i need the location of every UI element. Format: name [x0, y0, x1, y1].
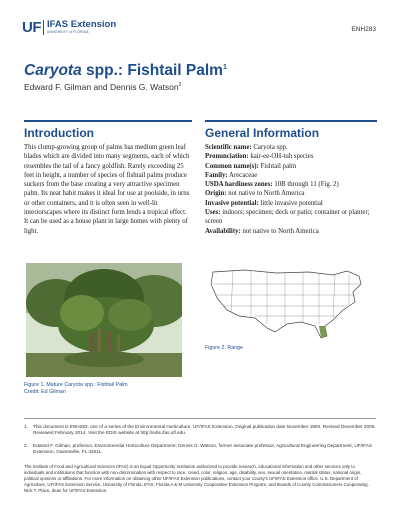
general-info-label: Scientific name: — [205, 144, 252, 151]
general-info-label: Pronunciation: — [205, 153, 249, 161]
footnote-2-number: 2. — [24, 443, 28, 448]
figure1-caption: Figure 1. Mature Caryota spp.: Fishtail Palm — [24, 382, 128, 388]
uf-ifas-logo — [22, 19, 116, 35]
footnote-rule — [24, 418, 376, 419]
figure1-caption-block — [24, 382, 194, 396]
general-info-value: not native to North America — [228, 190, 305, 198]
general-info-row — [205, 171, 383, 180]
general-info-label: Uses: — [205, 209, 221, 217]
title-rest: spp.: Fishtail Palm — [81, 62, 223, 79]
introduction-rule — [24, 120, 192, 122]
general-info-row — [205, 208, 383, 227]
footnote-1-text: This document is ENH283, one of a series of the Environmental Horticulture, UF/IFAS Extension. Original publication date November 1993. Revised December 2006. Reviewed February 2014. Visit the EDIS website at http://edis.ifas.ufl.edu. — [33, 424, 376, 436]
authors-footnote-mark: 2 — [178, 82, 182, 89]
footnote-2-text: Edward F. Gilman, professor, Environmental Horticulture Department; Dennis G. Watson, former associate professor, Agricultural Engineering Department, UF/IFAS Extension, Gainesville, FL 32611. — [33, 443, 373, 455]
introduction-heading: Introduction — [24, 126, 94, 140]
logo-divider — [43, 20, 44, 35]
authors — [24, 82, 181, 92]
footnote-1-number: 1. — [24, 424, 28, 429]
authors-text: Edward F. Gilman and Dennis G. Watson — [24, 82, 179, 92]
footnote-2 — [24, 443, 376, 456]
general-info-value: Caryota spp. — [253, 144, 288, 151]
logo-sub: UNIVERSITY of FLORIDA — [47, 29, 89, 34]
general-info-label: Availability: — [205, 227, 241, 235]
general-info-value: kair-ee-OH-tuh species — [250, 153, 314, 161]
general-info-row — [205, 152, 383, 161]
general-info-value: indoors; specimen; deck or patio; container or planter; screen — [205, 209, 370, 226]
logo-text — [47, 20, 116, 34]
logo-name: IFAS Extension — [47, 19, 117, 31]
title-footnote-mark: 1 — [222, 63, 227, 71]
general-info-row — [205, 180, 383, 189]
general-info-label: USDA hardiness zones: — [205, 181, 273, 189]
general-info-row — [205, 227, 383, 236]
general-info-value: not native to North America — [242, 227, 319, 235]
general-info-row — [205, 189, 383, 198]
general-info-value: little invasive potential — [260, 199, 323, 207]
document-id: ENH283 — [351, 26, 376, 33]
general-info-heading: General Information — [205, 126, 320, 140]
general-info-label: Invasive potential: — [205, 199, 259, 207]
general-info-label: Origin: — [205, 190, 227, 198]
general-info-row — [205, 143, 383, 152]
us-range-map — [205, 262, 373, 342]
introduction-body: This clump-growing group of palms has medium green leaf blades which are divided into many segments, each of which resembles the tail of a fancy goldfish. Rarely exceeding 25 feet in height, a number of species of fishtail palms produce suckers from the base creating a very attractive specimen palm. Its neat habit makes it ideal for use at poolside, in urns or other containers, and it is often seen in well-lit interiorscapes where its distinct form lends a tropical effect. It can be used as a house plant in large homes with plenty of light. — [24, 144, 190, 235]
general-info-value: Arecaceae — [228, 171, 258, 179]
general-info-value: 10B through 11 (Fig. 2) — [274, 181, 339, 189]
page-title — [24, 62, 227, 80]
logo-mark: UF — [22, 18, 41, 36]
general-info-label: Common name(s): — [205, 162, 259, 170]
legal-notice: The Institute of Food and Agricultural Sciences (IFAS) is an Equal Opportunity Institution authorized to provide research, educational information and other services only to individuals and institutions that function with non-discrimination with respect to race, creed, color, religion, age, disability, sex, sexual orientation, marital status, national origin, political opinions or affiliations. For more information on obtaining other UF/IFAS Extension publications, contact your county's UF/IFAS Extension office. U.S. Department of Agriculture, UF/IFAS Extension Service, University of Florida, IFAS, Florida A & M University Cooperative Extension Program, and Boards of County Commissioners Cooperating. Nick T. Place, dean for UF/IFAS Extension. — [24, 464, 369, 493]
footnote-1 — [24, 424, 376, 437]
general-info-value: Fishtail palm — [260, 162, 297, 170]
general-info-row — [205, 199, 383, 208]
fishtail-palm-photo — [26, 263, 182, 377]
general-info-rule — [205, 120, 377, 122]
figure1-credit: Credit: Ed Gilman — [24, 389, 66, 395]
figure2-caption: Figure 2. Range — [205, 345, 243, 351]
title-genus: Caryota — [24, 62, 82, 79]
general-info-label: Family: — [205, 171, 228, 179]
general-info-list — [205, 143, 383, 236]
general-info-row — [205, 162, 383, 171]
